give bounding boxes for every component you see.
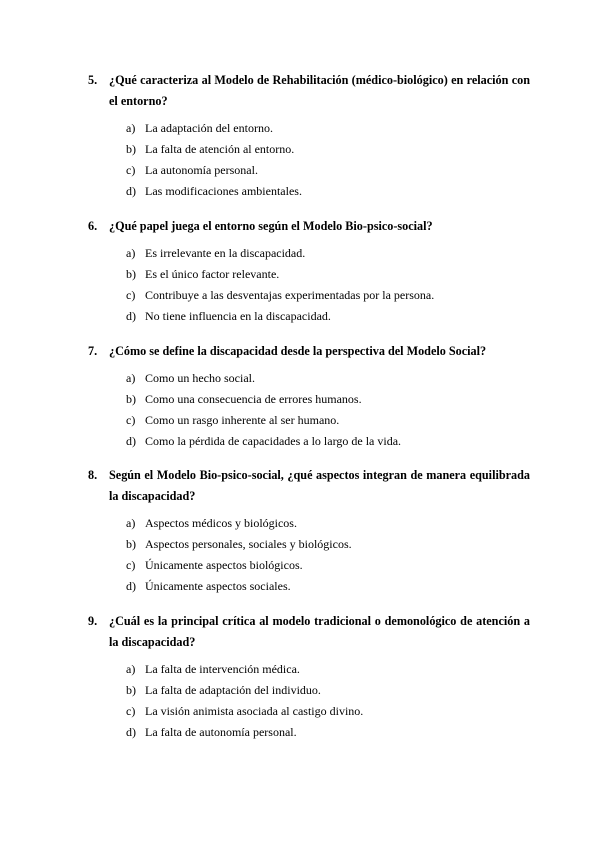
- question-8: [0, 465, 600, 597]
- options-list: [0, 659, 600, 743]
- question-text: Según el Modelo Bio-psico-social, ¿qué aspectos integran de manera equilibrada la discapacidad?: [109, 468, 530, 503]
- option-text: Es irrelevante en la discapacidad.: [145, 246, 306, 260]
- option-text: Las modificaciones ambientales.: [145, 184, 302, 198]
- option-text: Aspectos personales, sociales y biológicos.: [145, 537, 352, 551]
- question-heading: [0, 70, 600, 112]
- option-d: [0, 431, 600, 452]
- option-text: Contribuye a las desventajas experimentadas por la persona.: [145, 288, 435, 302]
- option-text: Como la pérdida de capacidades a lo largo de la vida.: [145, 434, 402, 448]
- question-text: ¿Qué papel juega el entorno según el Modelo Bio-psico-social?: [109, 219, 433, 233]
- option-text: La falta de adaptación del individuo.: [145, 683, 321, 697]
- question-number: 5.: [88, 73, 98, 87]
- question-7: [0, 341, 600, 452]
- option-text: Como una consecuencia de errores humanos.: [145, 392, 362, 406]
- question-heading: [0, 341, 600, 362]
- option-letter: c): [126, 163, 136, 177]
- question-5: [0, 70, 600, 202]
- question-text: ¿Cómo se define la discapacidad desde la perspectiva del Modelo Social?: [109, 344, 487, 358]
- option-letter: d): [126, 309, 136, 323]
- option-letter: c): [126, 558, 136, 572]
- option-d: [0, 576, 600, 597]
- option-text: Como un hecho social.: [145, 371, 255, 385]
- option-b: [0, 264, 600, 285]
- option-c: [0, 410, 600, 431]
- option-d: [0, 181, 600, 202]
- option-c: [0, 555, 600, 576]
- question-heading: [0, 611, 600, 653]
- option-letter: a): [126, 121, 136, 135]
- options-list: [0, 368, 600, 452]
- option-a: [0, 513, 600, 534]
- question-number: 6.: [88, 219, 98, 233]
- option-letter: d): [126, 184, 136, 198]
- option-text: La falta de atención al entorno.: [145, 142, 295, 156]
- option-letter: b): [126, 267, 136, 281]
- option-letter: c): [126, 288, 136, 302]
- option-a: [0, 659, 600, 680]
- option-letter: d): [126, 579, 136, 593]
- option-d: [0, 722, 600, 743]
- question-6: [0, 216, 600, 327]
- option-letter: b): [126, 142, 136, 156]
- option-b: [0, 139, 600, 160]
- question-number: 9.: [88, 614, 98, 628]
- option-c: [0, 701, 600, 722]
- option-letter: b): [126, 392, 136, 406]
- option-letter: b): [126, 537, 136, 551]
- option-letter: a): [126, 516, 136, 530]
- option-text: La falta de autonomía personal.: [145, 725, 297, 739]
- question-number: 7.: [88, 344, 98, 358]
- option-b: [0, 534, 600, 555]
- option-letter: c): [126, 704, 136, 718]
- question-text: ¿Cuál es la principal crítica al modelo tradicional o demonológico de atención a la discapacidad?: [109, 614, 530, 649]
- option-c: [0, 160, 600, 181]
- option-text: Aspectos médicos y biológicos.: [145, 516, 297, 530]
- option-a: [0, 368, 600, 389]
- option-text: La autonomía personal.: [145, 163, 258, 177]
- option-a: [0, 118, 600, 139]
- option-text: Como un rasgo inherente al ser humano.: [145, 413, 340, 427]
- option-text: La visión animista asociada al castigo divino.: [145, 704, 364, 718]
- option-letter: b): [126, 683, 136, 697]
- question-9: [0, 611, 600, 743]
- options-list: [0, 118, 600, 202]
- option-text: Únicamente aspectos biológicos.: [145, 558, 303, 572]
- option-letter: d): [126, 725, 136, 739]
- question-heading: [0, 465, 600, 507]
- options-list: [0, 513, 600, 597]
- question-number: 8.: [88, 468, 98, 482]
- option-letter: a): [126, 662, 136, 676]
- option-b: [0, 680, 600, 701]
- option-d: [0, 306, 600, 327]
- option-b: [0, 389, 600, 410]
- option-a: [0, 243, 600, 264]
- option-c: [0, 285, 600, 306]
- option-text: Es el único factor relevante.: [145, 267, 280, 281]
- question-text: ¿Qué caracteriza al Modelo de Rehabilitación (médico-biológico) en relación con el entorno?: [109, 73, 530, 108]
- option-letter: c): [126, 413, 136, 427]
- option-letter: d): [126, 434, 136, 448]
- option-letter: a): [126, 371, 136, 385]
- options-list: [0, 243, 600, 327]
- option-text: La falta de intervención médica.: [145, 662, 300, 676]
- option-text: La adaptación del entorno.: [145, 121, 273, 135]
- question-heading: [0, 216, 600, 237]
- option-text: Únicamente aspectos sociales.: [145, 579, 291, 593]
- option-text: No tiene influencia en la discapacidad.: [145, 309, 331, 323]
- option-letter: a): [126, 246, 136, 260]
